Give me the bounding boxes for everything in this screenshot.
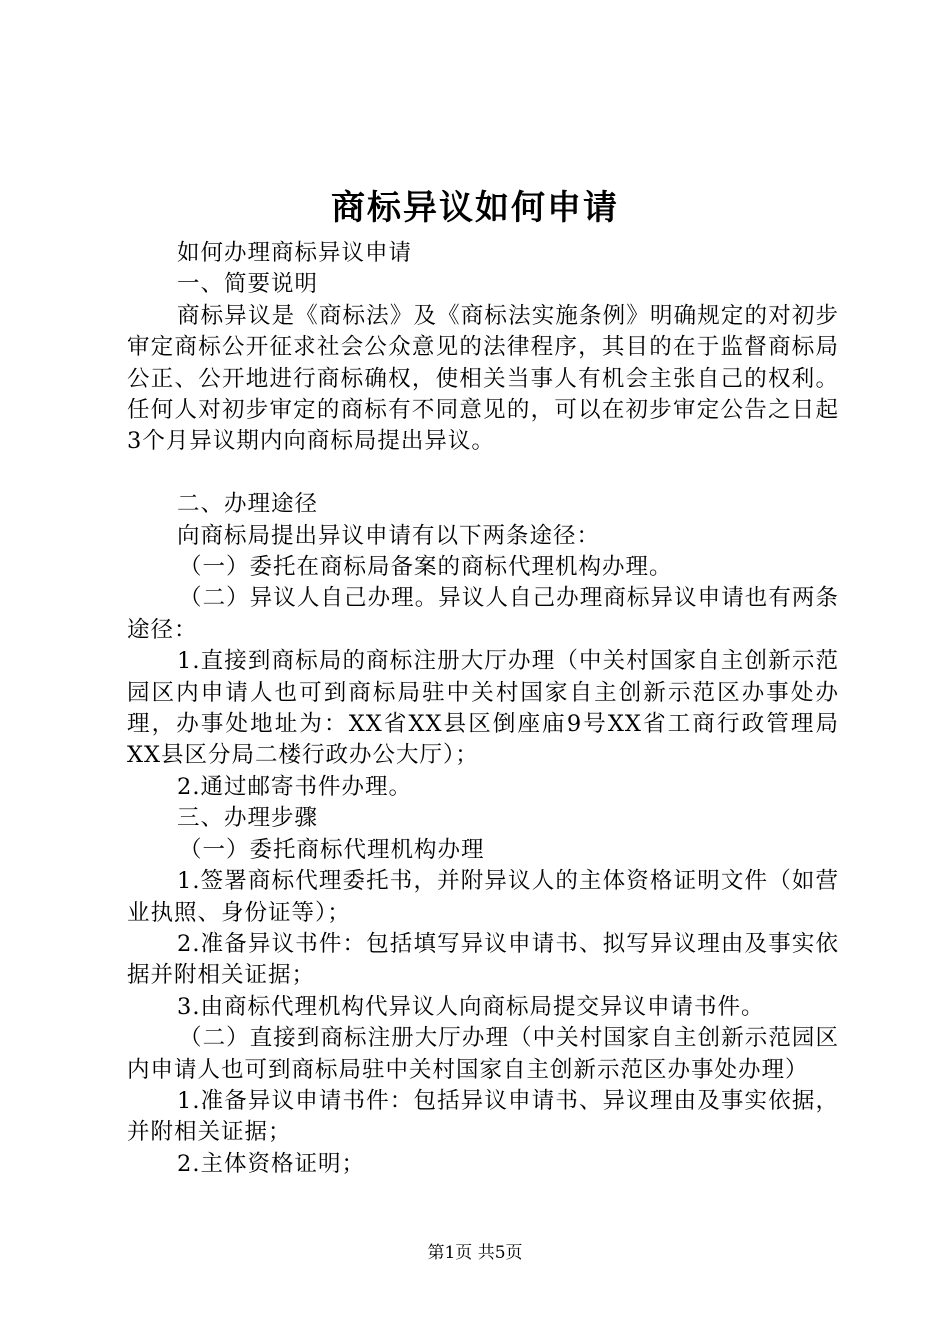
page-footer: 第1页 共5页	[427, 1243, 523, 1263]
document-title: 商标异议如何申请	[331, 188, 619, 228]
list-item: 1.准备异议申请书件：包括异议申请书、异议理由及事实依据，并附相关证据；	[127, 1087, 839, 1146]
section-heading: 一、简要说明	[177, 271, 319, 298]
list-item: 1.签署商标代理委托书，并附异议人的主体资格证明文件（如营业执照、身份证等）；	[127, 868, 839, 926]
paragraph: 向商标局提出异议申请有以下两条途径：	[177, 522, 601, 549]
subsection-heading: （二）直接到商标注册大厅办理（中关村国家自主创新示范园区内申请人也可到商标局驻中关村国家自主创新示范区办事处办理）	[127, 1025, 839, 1083]
paragraph: （一）委托在商标局备案的商标代理机构办理。	[179, 554, 673, 581]
blank-line	[127, 458, 839, 489]
list-item: 2.主体资格证明；	[177, 1150, 365, 1177]
paragraph: （二）异议人自己办理。异议人自己办理商标异议申请也有两条途径：	[127, 585, 839, 643]
list-item: 2.准备异议书件：包括填写异议申请书、拟写异议理由及事实依据并附相关证据；	[127, 930, 839, 989]
subtitle: 如何办理商标异议申请	[177, 240, 413, 266]
subsection-heading: （一）委托商标代理机构办理	[179, 836, 485, 863]
paragraph: 商标异议是《商标法》及《商标法实施条例》明确规定的对初步审定商标公开征求社会公众意见的法律程序，其目的在于监督商标局公正、公开地进行商标确权，使相关当事人有机会主张自己的权利。任何人对初步审定的商标有不同意见的，可以在初步审定公告之日起3个月异议期内向商标局提出异议。	[127, 302, 839, 455]
list-item: 1.直接到商标局的商标注册大厅办理（中关村国家自主创新示范园区内申请人也可到商标局驻中关村国家自主创新示范区办事处办理，办事处地址为：XX省XX县区倒座庙9号XX省工商行政管理局XX县区分局二楼行政办公大厅）；	[127, 648, 839, 769]
document-body	[127, 238, 839, 1180]
list-item: 2.通过邮寄书件办理。	[177, 773, 412, 800]
list-item: 3.由商标代理机构代异议人向商标局提交异议申请书件。	[177, 993, 765, 1020]
section-heading: 三、办理步骤	[177, 805, 319, 832]
section-heading: 二、办理途径	[177, 491, 319, 518]
